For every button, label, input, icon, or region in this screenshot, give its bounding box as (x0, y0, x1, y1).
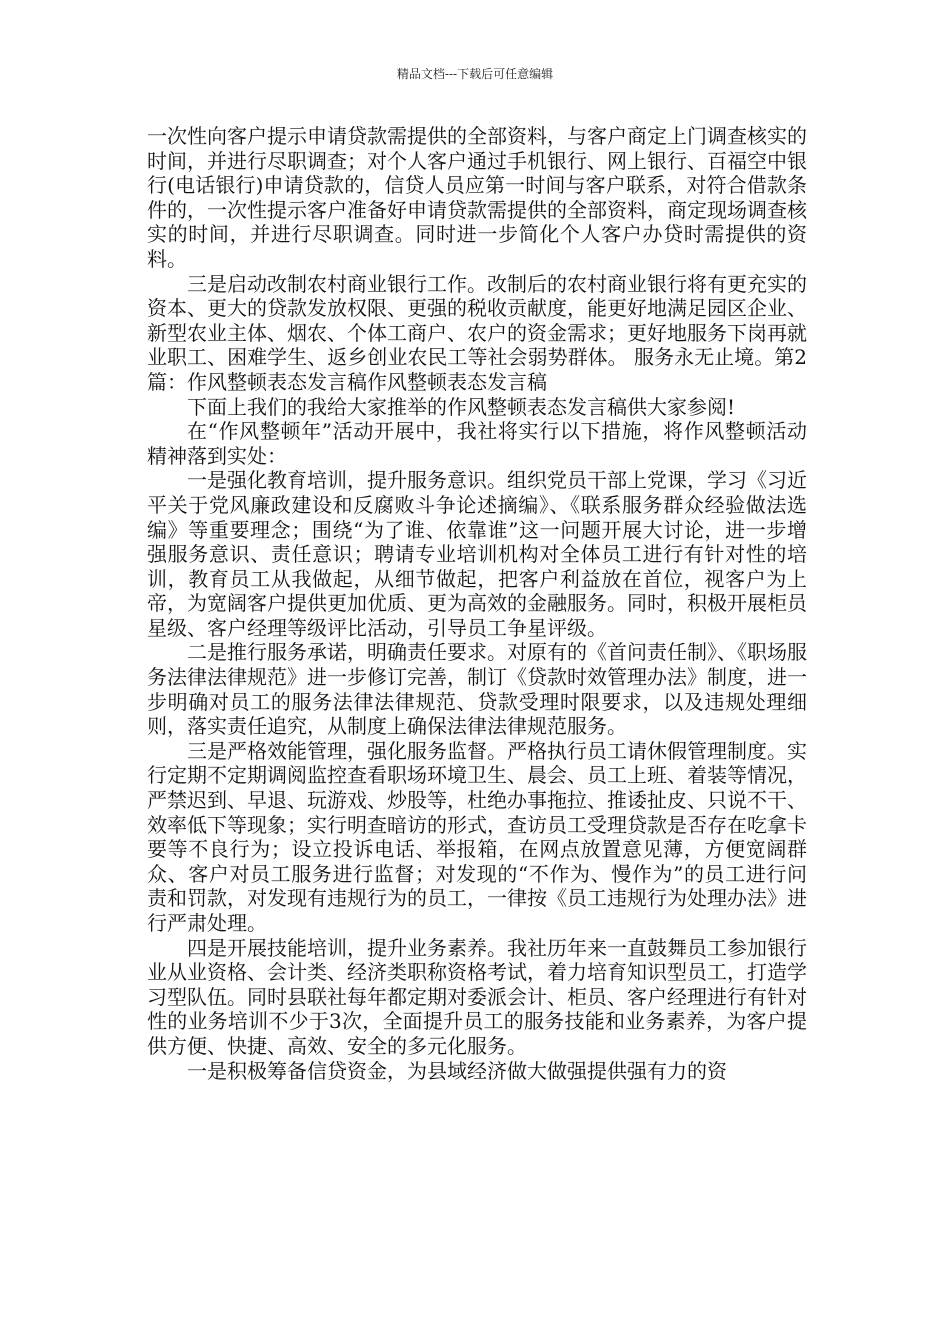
paragraph-8: 四是开展技能培训，提升业务素养。我社历年来一直鼓舞员工参加银行业从业资格、会计类、经济类职称资格考试，着力培育知识型员工，打造学习型队伍。同时县联社每年都定期对委派会计、柜员、客户经理进行有针对性的业务培训不少于3次，全面提升员工的服务技能和业务素养，为客户提供方便、快捷、高效、安全的多元化服务。 (147, 935, 807, 1058)
document-body (147, 124, 807, 1083)
paragraph-6: 二是推行服务承诺，明确责任要求。对原有的《首问责任制》、《职场服务法律法律规范》进一步修订完善，制订《贷款时效管理办法》制度，进一步明确对员工的服务法律法律规范、贷款受理时限要求，以及违规处理细则，落实责任追究，从制度上确保法律法律规范服务。 (147, 640, 807, 739)
paragraph-1: 一次性向客户提示申请贷款需提供的全部资料，与客户商定上门调查核实的时间，并进行尽职调查；对个人客户通过手机银行、网上银行、百福空中银行(电话银行)申请贷款的，信贷人员应第一时间与客户联系，对符合借款条件的，一次性提示客户准备好申请贷款需提供的全部资料，商定现场调查核实的时间，并进行尽职调查。同时进一步简化个人客户办贷时需提供的资料。 (147, 124, 807, 271)
page-header: 精品文档---下载后可任意编辑 (396, 67, 554, 81)
paragraph-2: 三是启动改制农村商业银行工作。改制后的农村商业银行将有更充实的资本、更大的贷款发放权限、更强的税收贡献度，能更好地满足园区企业、新型农业主体、烟农、个体工商户、农户的资金需求；更好地服务下岗再就业职工、困难学生、返乡创业农民工等社会弱势群体。 服务永无止境。第2篇：作风整顿表态发言稿作风整顿表态发言稿 (147, 271, 807, 394)
paragraph-9: 一是积极筹备信贷资金，为县域经济做大做强提供强有力的资 (187, 1058, 727, 1083)
paragraph-3: 下面上我们的我给大家推举的作风整顿表态发言稿供大家参阅! (187, 394, 736, 419)
paragraph-5: 一是强化教育培训，提升服务意识。组织党员干部上党课，学习《习近平关于党风廉政建设和反腐败斗争论述摘编》、《联系服务群众经验做法选编》等重要理念；围绕“为了谁、依靠谁”这一问题开展大讨论，进一步增强服务意识、责任意识；聘请专业培训机构对全体员工进行有针对性的培训，教育员工从我做起，从细节做起，把客户利益放在首位，视客户为上帝，为宽阔客户提供更加优质、更为高效的金融服务。同时，积极开展柜员星级、客户经理等级评比活动，引导员工争星评级。 (147, 468, 807, 640)
paragraph-7: 三是严格效能管理，强化服务监督。严格执行员工请休假管理制度。实行定期不定期调阅监控查看职场环境卫生、晨会、员工上班、着装等情况，严禁迟到、早退、玩游戏、炒股等，杜绝办事拖拉、推诿扯皮、只说不干、效率低下等现象；实行明查暗访的形式，查访员工受理贷款是否存在吃拿卡要等不良行为；设立投诉电话、举报箱，在网点放置意见薄，方便宽阔群众、客户对员工服务进行监督；对发现的“不作为、慢作为”的员工进行问责和罚款，对发现有违规行为的员工，一律按《员工违规行为处理办法》进行严肃处理。 (147, 738, 807, 935)
paragraph-4: 在“作风整顿年”活动开展中，我社将实行以下措施，将作风整顿活动精神落到实处： (147, 419, 807, 468)
